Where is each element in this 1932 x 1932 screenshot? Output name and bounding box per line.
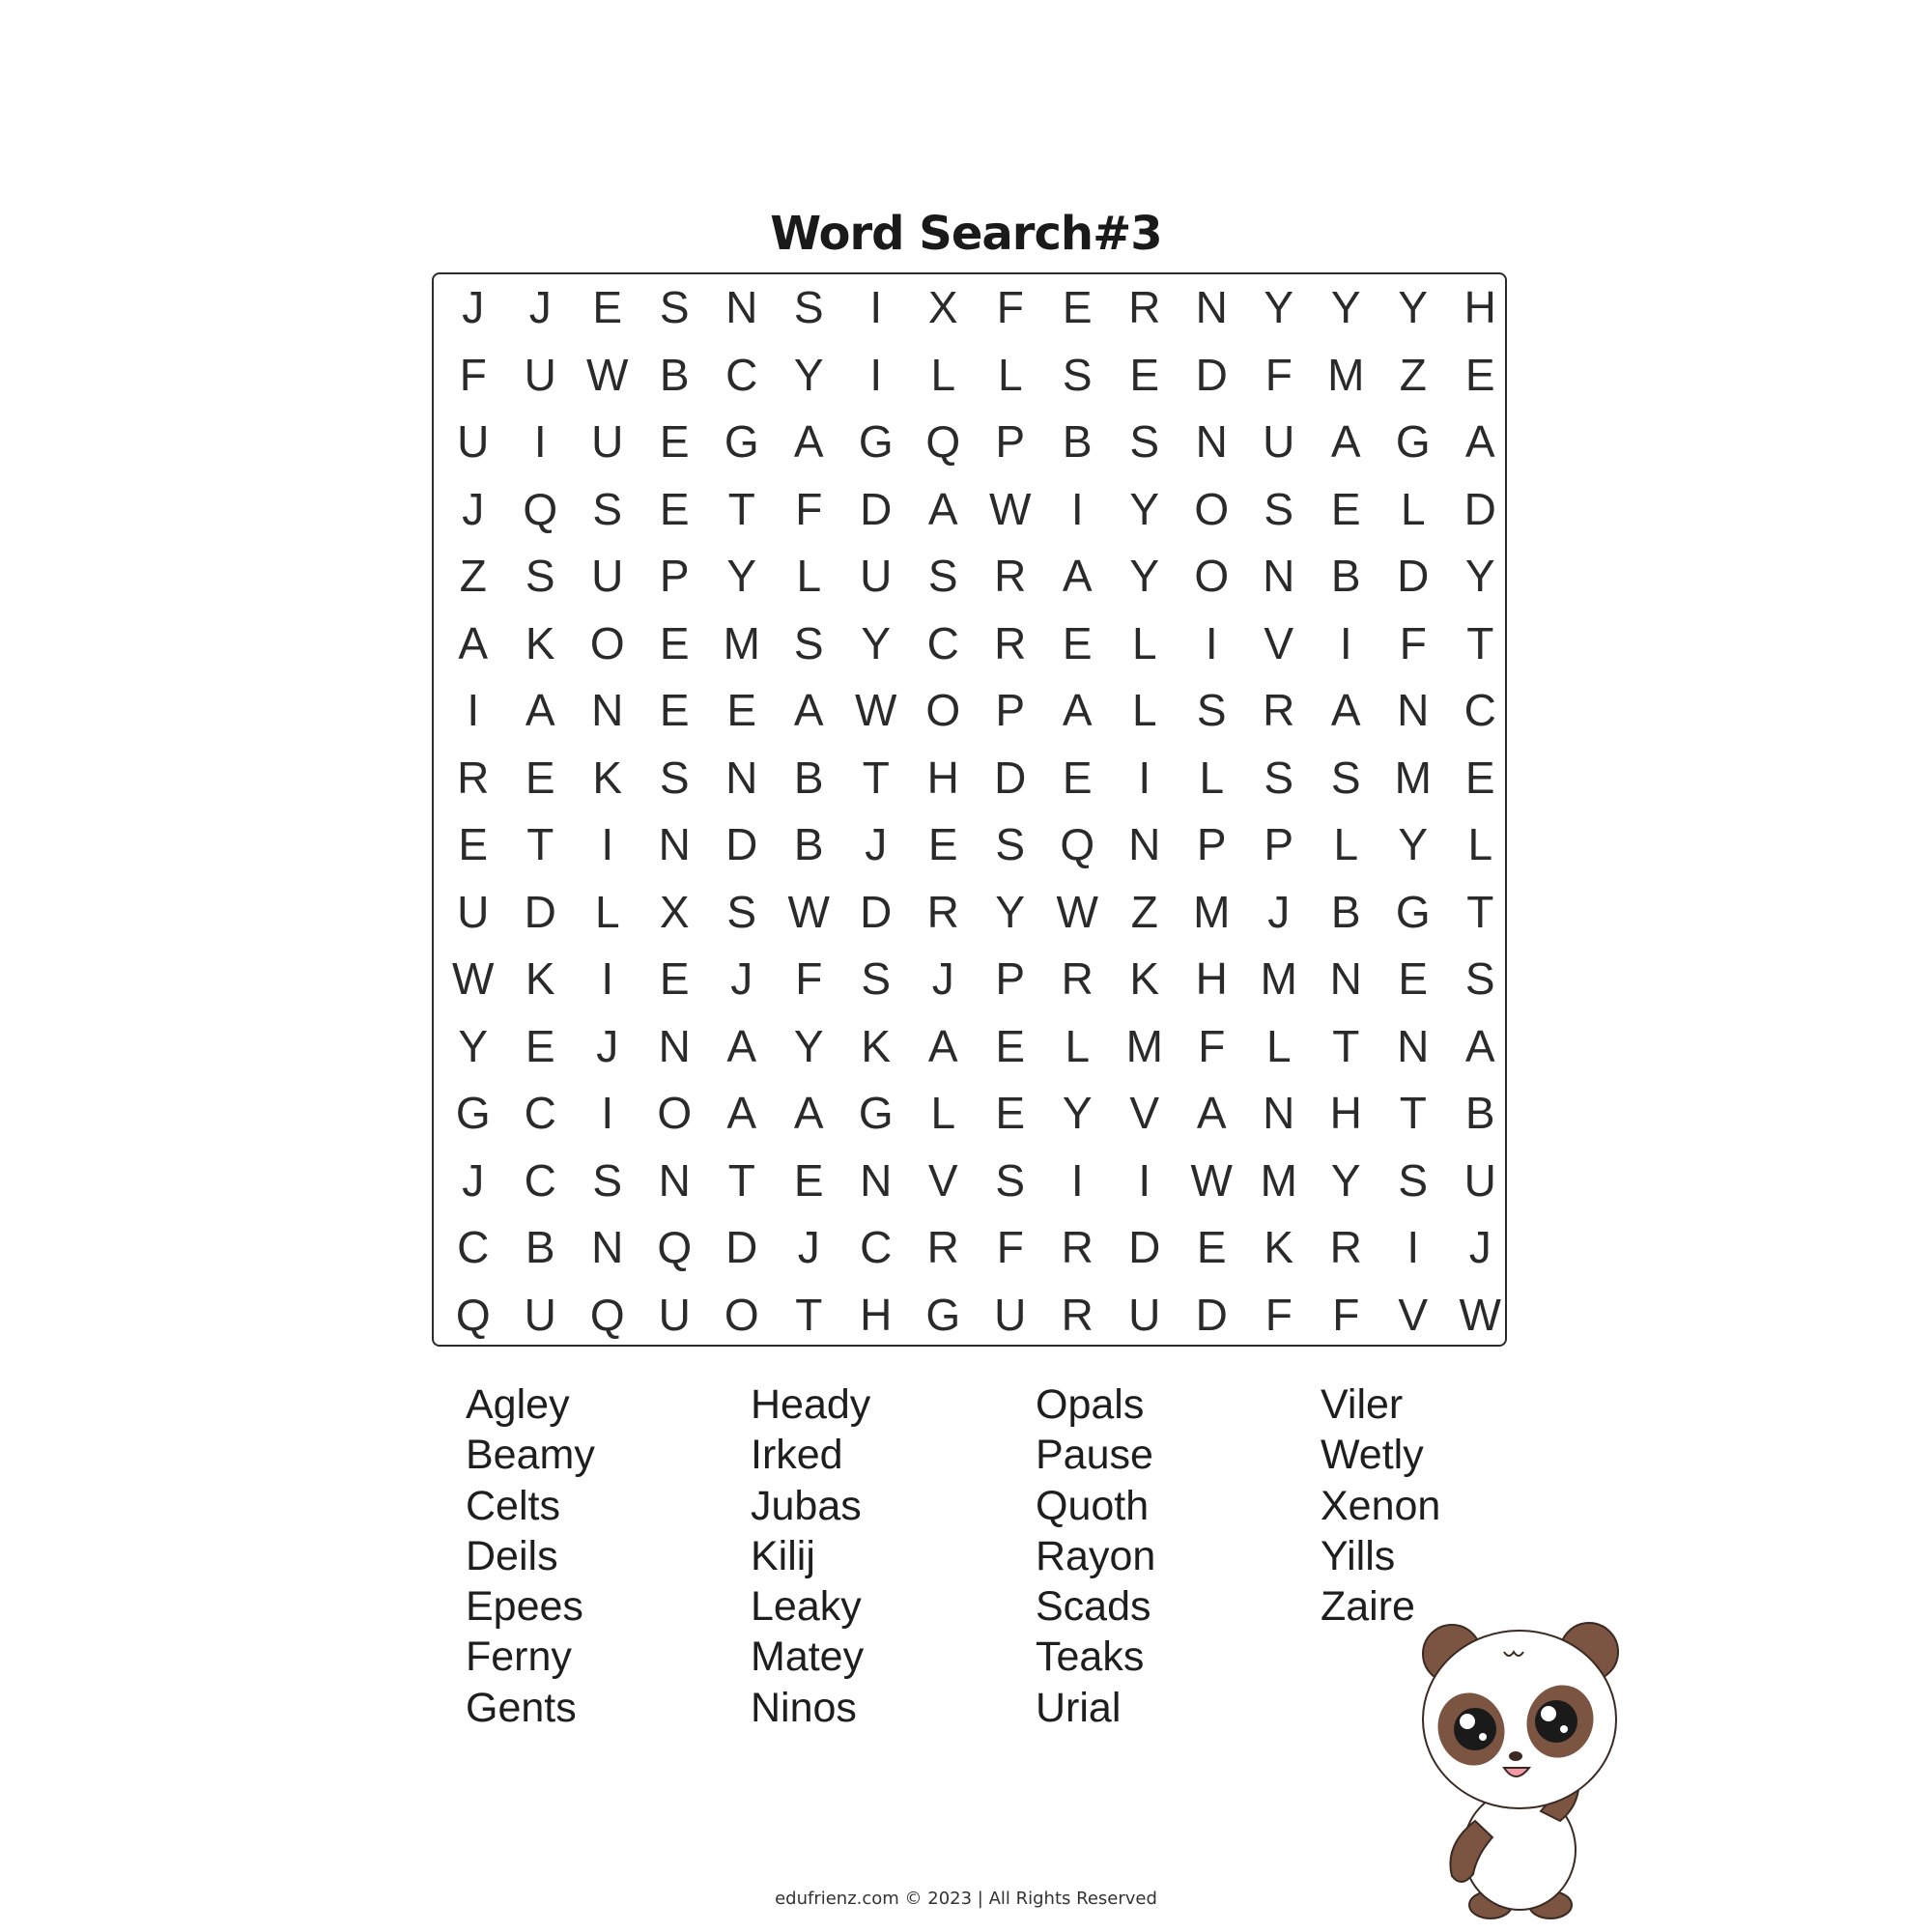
grid-letter: X: [927, 282, 958, 332]
grid-letter: A: [1062, 551, 1093, 601]
grid-letter: S: [1330, 752, 1361, 803]
grid-letter: L: [1131, 617, 1157, 668]
grid-letter: L: [1333, 819, 1359, 869]
grid-letter: S: [525, 551, 555, 601]
grid-letter: C: [524, 1088, 556, 1138]
grid-letter: Y: [1398, 282, 1429, 332]
grid-letter: L: [796, 551, 822, 601]
grid-letter: E: [592, 282, 623, 332]
grid-letter: J: [730, 953, 753, 1004]
grid-letter: N: [1263, 1088, 1295, 1138]
grid-letter: P: [995, 685, 1026, 735]
grid-letter: F: [795, 953, 823, 1004]
grid-letter: G: [1395, 416, 1431, 467]
grid-letter: E: [659, 416, 690, 467]
grid-letter: W: [1459, 1289, 1501, 1340]
grid-letter: S: [861, 953, 892, 1004]
grid-letter: E: [1464, 752, 1495, 803]
grid-letter: S: [793, 282, 824, 332]
grid-letter: Q: [523, 483, 558, 534]
grid-letter: R: [994, 617, 1027, 668]
grid-letter: Y: [1464, 551, 1495, 601]
grid-letter: D: [1463, 483, 1496, 534]
grid-letter: N: [1128, 819, 1161, 869]
copyright-footer: edufrienz.com © 2023 | All Rights Reserved: [775, 1889, 1157, 1909]
grid-letter: A: [1330, 416, 1361, 467]
grid-letter: R: [1263, 685, 1295, 735]
grid-letter: W: [787, 886, 830, 937]
grid-letter: I: [1138, 752, 1151, 803]
grid-letter: F: [1198, 1020, 1226, 1071]
grid-letter: O: [724, 1289, 759, 1340]
grid-letter: K: [861, 1020, 892, 1071]
grid-letter: S: [1129, 416, 1160, 467]
grid-letter: U: [1128, 1289, 1161, 1340]
grid-letter: O: [925, 685, 961, 735]
grid-letter: N: [1329, 953, 1362, 1004]
grid-letter: K: [525, 953, 555, 1004]
grid-letter: O: [1194, 483, 1230, 534]
grid-letter: P: [995, 953, 1026, 1004]
grid-letter: R: [1128, 282, 1161, 332]
grid-letter: J: [1267, 886, 1291, 937]
grid-letter: A: [726, 1088, 757, 1138]
grid-letter: N: [725, 282, 758, 332]
grid-letter: B: [793, 819, 824, 869]
word-item: Epees: [466, 1583, 583, 1631]
grid-letter: T: [727, 1154, 755, 1206]
grid-letter: C: [725, 349, 758, 400]
grid-letter: T: [526, 819, 554, 869]
grid-letter: O: [657, 1088, 693, 1138]
grid-letter: N: [1397, 1020, 1430, 1071]
grid-letter: U: [994, 1289, 1027, 1340]
word-item: Rayon: [1036, 1532, 1156, 1579]
grid-letter: P: [1196, 819, 1227, 869]
grid-letter: E: [525, 752, 555, 803]
grid-letter: J: [1468, 1222, 1492, 1272]
grid-letter: F: [1264, 1289, 1293, 1340]
grid-letter: E: [1398, 953, 1429, 1004]
grid-letter: Y: [793, 1020, 824, 1071]
grid-letter: N: [1195, 282, 1228, 332]
grid-letter: H: [1329, 1088, 1362, 1138]
grid-letter: N: [860, 1154, 893, 1206]
grid-letter: D: [994, 752, 1027, 803]
word-item: Yills: [1321, 1532, 1396, 1579]
grid-letter: F: [1264, 349, 1293, 400]
grid-letter: E: [995, 1088, 1026, 1138]
word-column: [1321, 1379, 1591, 1632]
grid-letter: R: [926, 1222, 959, 1272]
grid-letter: C: [1463, 685, 1496, 735]
grid-letter: K: [1264, 1222, 1294, 1272]
grid-letter: X: [659, 886, 690, 937]
grid-letter: Y: [1264, 282, 1294, 332]
grid-letter: T: [727, 483, 755, 534]
grid-letter: S: [1062, 349, 1093, 400]
grid-letter: E: [1062, 752, 1093, 803]
grid-letter: Y: [995, 886, 1026, 937]
grid-letter: S: [659, 752, 690, 803]
grid-letter: L: [1199, 752, 1225, 803]
grid-letter: K: [525, 617, 555, 668]
grid-letter: S: [1264, 483, 1294, 534]
grid-letter: E: [525, 1020, 555, 1071]
grid-letter: U: [524, 349, 556, 400]
grid-letter: L: [1467, 819, 1493, 869]
page-title: Word Search#3: [770, 207, 1162, 261]
grid-letter: Y: [1330, 1154, 1361, 1206]
grid-letter: L: [594, 886, 620, 937]
grid-letter: I: [1406, 1222, 1420, 1272]
grid-letter: C: [524, 1154, 556, 1206]
grid-letter: J: [528, 282, 552, 332]
grid-letter: A: [793, 1088, 824, 1138]
grid-letter: E: [659, 483, 690, 534]
grid-letter: Q: [455, 1289, 491, 1340]
grid-letter: S: [726, 886, 757, 937]
grid-letter: F: [795, 483, 823, 534]
grid-letter: W: [989, 483, 1032, 534]
grid-letter: J: [462, 483, 485, 534]
grid-letter: I: [601, 1088, 614, 1138]
grid-letter: D: [860, 886, 893, 937]
grid-letter: E: [927, 819, 958, 869]
grid-letter: R: [1061, 1222, 1094, 1272]
grid-letter: J: [931, 953, 954, 1004]
grid-letter: B: [793, 752, 824, 803]
grid-letter: F: [459, 349, 487, 400]
grid-letter: Y: [1062, 1088, 1093, 1138]
grid-letter: R: [926, 886, 959, 937]
grid-letter: B: [525, 1222, 555, 1272]
grid-letter: U: [524, 1289, 556, 1340]
grid-letter: E: [659, 617, 690, 668]
grid-letter: Q: [657, 1222, 693, 1272]
grid-letter: S: [995, 1154, 1026, 1206]
grid-letter: K: [592, 752, 623, 803]
grid-letter: H: [1463, 282, 1496, 332]
panda-mascot-icon: [1406, 1613, 1637, 1922]
grid-letter: E: [1464, 349, 1495, 400]
grid-letter: S: [1264, 752, 1294, 803]
grid-letter: D: [725, 1222, 758, 1272]
grid-letter: Z: [1399, 349, 1427, 400]
grid-letter: I: [869, 282, 883, 332]
grid-letter: H: [926, 752, 959, 803]
grid-letter: G: [858, 1088, 894, 1138]
grid-letter: K: [1129, 953, 1160, 1004]
word-item: Urial: [1036, 1684, 1122, 1731]
word-item: Quoth: [1036, 1482, 1150, 1529]
grid-letter: L: [1265, 1020, 1292, 1071]
grid-letter: U: [591, 551, 624, 601]
grid-letter: Y: [1129, 483, 1160, 534]
grid-letter: C: [926, 617, 959, 668]
grid-letter: U: [1263, 416, 1295, 467]
grid-letter: R: [457, 752, 490, 803]
grid-letter: R: [1061, 1289, 1094, 1340]
grid-letter: Q: [925, 416, 961, 467]
grid-letter: D: [524, 886, 556, 937]
grid-letter: L: [930, 1088, 956, 1138]
grid-letter: A: [1062, 685, 1093, 735]
grid-letter: S: [927, 551, 958, 601]
grid-letter: W: [1190, 1154, 1233, 1206]
letter-grid: [432, 272, 1507, 1347]
grid-letter: T: [795, 1289, 823, 1340]
grid-letter: M: [723, 617, 760, 668]
grid-letter: T: [1399, 1088, 1427, 1138]
grid-letter: V: [927, 1154, 958, 1206]
grid-letter: Z: [459, 551, 487, 601]
grid-letter: S: [1464, 953, 1495, 1004]
word-item: Gents: [466, 1684, 577, 1731]
grid-letter: P: [659, 551, 690, 601]
grid-letter: F: [1399, 617, 1427, 668]
grid-letter: A: [1464, 1020, 1495, 1071]
grid-letter: F: [1332, 1289, 1360, 1340]
grid-letter: N: [1397, 685, 1430, 735]
grid-letter: A: [726, 1020, 757, 1071]
grid-letter: Y: [1398, 819, 1429, 869]
grid-letter: U: [860, 551, 893, 601]
word-item: Agley: [466, 1381, 570, 1428]
grid-letter: I: [1070, 1154, 1084, 1206]
grid-letter: N: [658, 1020, 691, 1071]
grid-letter: J: [797, 1222, 820, 1272]
grid-letter: I: [601, 819, 614, 869]
grid-letter: A: [927, 1020, 958, 1071]
grid-letter: I: [1205, 617, 1218, 668]
grid-letter: O: [1194, 551, 1230, 601]
grid-letter: L: [1065, 1020, 1091, 1071]
grid-letter: R: [994, 551, 1027, 601]
word-item: Irked: [751, 1432, 843, 1479]
grid-letter: I: [869, 349, 883, 400]
grid-letter: T: [1332, 1020, 1360, 1071]
grid-letter: T: [1466, 886, 1494, 937]
grid-letter: S: [592, 483, 623, 534]
grid-letter: J: [596, 1020, 619, 1071]
grid-letter: M: [1260, 1154, 1297, 1206]
grid-letter: M: [1394, 752, 1432, 803]
grid-letter: M: [1125, 1020, 1163, 1071]
grid-letter: Z: [1130, 886, 1158, 937]
word-item: Kilij: [751, 1532, 815, 1579]
grid-letter: B: [659, 349, 690, 400]
grid-letter: L: [1400, 483, 1426, 534]
grid-letter: T: [862, 752, 890, 803]
grid-letter: U: [457, 886, 490, 937]
grid-letter: S: [1398, 1154, 1429, 1206]
grid-letter: Y: [458, 1020, 489, 1071]
grid-letter: A: [1196, 1088, 1227, 1138]
word-item: Celts: [466, 1482, 560, 1529]
grid-letter: I: [1070, 483, 1084, 534]
grid-letter: S: [659, 282, 690, 332]
grid-letter: E: [1129, 349, 1160, 400]
word-item: Viler: [1321, 1381, 1404, 1428]
grid-letter: B: [1464, 1088, 1495, 1138]
word-item: Ferny: [466, 1634, 572, 1681]
grid-letter: M: [1260, 953, 1297, 1004]
grid-letter: J: [462, 282, 485, 332]
grid-letter: N: [725, 752, 758, 803]
grid-letter: E: [458, 819, 489, 869]
grid-letter: H: [860, 1289, 893, 1340]
grid-letter: A: [793, 416, 824, 467]
grid-letter: Y: [861, 617, 892, 668]
grid-letter: C: [457, 1222, 490, 1272]
word-item: Beamy: [466, 1432, 595, 1479]
grid-letter: Y: [726, 551, 757, 601]
grid-letter: B: [1330, 551, 1361, 601]
grid-letter: P: [1264, 819, 1294, 869]
grid-letter: I: [533, 416, 547, 467]
word-item: Leaky: [751, 1583, 862, 1631]
word-item: Jubas: [751, 1482, 862, 1529]
grid-letter: N: [658, 819, 691, 869]
grid-letter: J: [865, 819, 888, 869]
word-item: Heady: [751, 1381, 871, 1428]
grid-letter: L: [997, 349, 1023, 400]
grid-letter: R: [1061, 953, 1094, 1004]
grid-letter: B: [1062, 416, 1093, 467]
grid-letter: E: [659, 685, 690, 735]
grid-letter: Y: [1330, 282, 1361, 332]
grid-letter: A: [1330, 685, 1361, 735]
grid-letter: I: [1339, 617, 1352, 668]
grid-letter: W: [586, 349, 629, 400]
grid-letter: D: [1195, 349, 1228, 400]
grid-letter: W: [452, 953, 495, 1004]
grid-letter: L: [930, 349, 956, 400]
grid-letter: D: [1397, 551, 1430, 601]
grid-letter: I: [467, 685, 480, 735]
grid-letter: V: [1398, 1289, 1429, 1340]
word-item: Ninos: [751, 1684, 857, 1731]
word-column: [1036, 1379, 1306, 1733]
grid-letter: U: [658, 1289, 691, 1340]
grid-letter: Y: [793, 349, 824, 400]
grid-letter: A: [458, 617, 489, 668]
grid-letter: R: [1329, 1222, 1362, 1272]
grid-letter: J: [462, 1154, 485, 1206]
grid-letter: M: [1327, 349, 1365, 400]
grid-letter: N: [591, 1222, 624, 1272]
grid-letter: I: [601, 953, 614, 1004]
grid-letter: N: [658, 1154, 691, 1206]
grid-letter: U: [457, 416, 490, 467]
word-item: Scads: [1036, 1583, 1151, 1631]
grid-letter: M: [1193, 886, 1231, 937]
grid-letter: A: [793, 685, 824, 735]
grid-letter: H: [1195, 953, 1228, 1004]
grid-letter: S: [995, 819, 1026, 869]
grid-letter: T: [1466, 617, 1494, 668]
word-item: Matey: [751, 1634, 865, 1681]
grid-letter: D: [1128, 1222, 1161, 1272]
grid-letter: E: [995, 1020, 1026, 1071]
grid-letter: G: [858, 416, 894, 467]
grid-letter: A: [1464, 416, 1495, 467]
grid-letter: G: [1395, 886, 1431, 937]
grid-letter: E: [1330, 483, 1361, 534]
grid-letter: D: [1195, 1289, 1228, 1340]
grid-letter: F: [996, 282, 1024, 332]
grid-letter: B: [1330, 886, 1361, 937]
word-item: Wetly: [1321, 1432, 1424, 1479]
grid-letter: P: [995, 416, 1026, 467]
grid-letter: W: [1056, 886, 1098, 937]
grid-letter: E: [793, 1154, 824, 1206]
grid-letter: Q: [1060, 819, 1095, 869]
grid-letter: V: [1264, 617, 1294, 668]
grid-letter: E: [1062, 617, 1093, 668]
grid-letter: U: [591, 416, 624, 467]
grid-letter: N: [1195, 416, 1228, 467]
grid-letter: S: [1196, 685, 1227, 735]
word-item: Teaks: [1036, 1634, 1145, 1681]
word-item: Xenon: [1321, 1482, 1441, 1529]
grid-letter: Y: [1129, 551, 1160, 601]
grid-letter: A: [927, 483, 958, 534]
grid-letter: O: [589, 617, 625, 668]
grid-letter: U: [1463, 1154, 1496, 1206]
word-item: Opals: [1036, 1381, 1145, 1428]
grid-letter: E: [1062, 282, 1093, 332]
grid-letter: E: [659, 953, 690, 1004]
grid-letter: L: [1131, 685, 1157, 735]
grid-letter: I: [1138, 1154, 1151, 1206]
grid-letter: N: [1263, 551, 1295, 601]
grid-letter: F: [996, 1222, 1024, 1272]
grid-letter: D: [860, 483, 893, 534]
grid-letter: G: [925, 1289, 961, 1340]
grid-letter: E: [1196, 1222, 1227, 1272]
grid-letter: G: [455, 1088, 491, 1138]
word-item: Pause: [1036, 1432, 1153, 1479]
word-column: [751, 1379, 1021, 1733]
grid-letter: G: [724, 416, 759, 467]
word-item: Zaire: [1321, 1583, 1415, 1631]
word-column: [466, 1379, 736, 1733]
grid-letter: S: [592, 1154, 623, 1206]
grid-letter: S: [793, 617, 824, 668]
grid-letter: V: [1129, 1088, 1160, 1138]
grid-letter: N: [591, 685, 624, 735]
word-item: Deils: [466, 1532, 558, 1579]
grid-letter: A: [525, 685, 555, 735]
grid-letter: W: [855, 685, 897, 735]
grid-letter: E: [726, 685, 757, 735]
grid-letter: Q: [589, 1289, 625, 1340]
grid-letter: C: [860, 1222, 893, 1272]
grid-letter: D: [725, 819, 758, 869]
